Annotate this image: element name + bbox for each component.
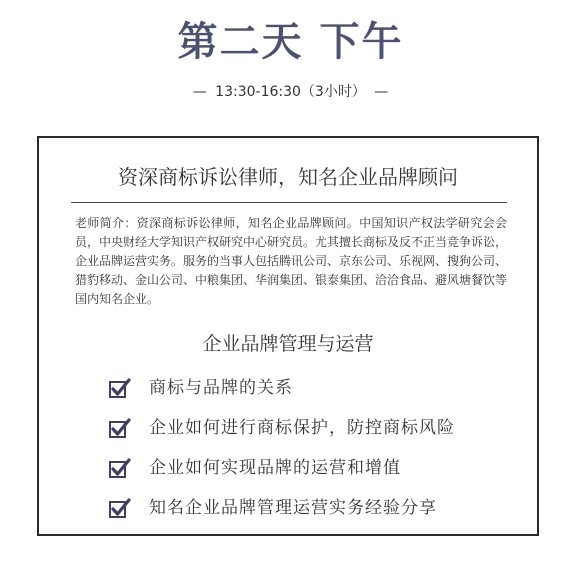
list-item-label: 知名企业品牌管理运营实务经验分享 [149,498,437,518]
course-section-title: 企业品牌管理与运营 [202,333,374,355]
check-icon [109,417,131,439]
dash-left: — [192,84,207,100]
check-icon [109,497,131,519]
topic-list [109,368,455,528]
list-item-label: 企业如何实现品牌的运营和增值 [149,458,401,478]
dash-right: — [374,84,389,100]
check-icon [109,377,131,399]
list-item [109,488,455,528]
page-title: 第二天 下午 [177,18,404,65]
instructor-bio: 老师简介：资深商标诉讼律师，知名企业品牌顾问。中国知识产权法学研究会会员，中央财经大学知识产权研究中心研究员。尤其擅长商标及反不正当竞争诉讼，企业品牌运营实务。服务的当事人包括腾讯公司、京东公司、乐视网、搜狗公司、猎豹移动、金山公司、中粮集团、华润集团、银泰集团、洽洽食品、避风塘餐饮等国内知名企业。 [75,216,508,306]
list-item [109,408,455,448]
check-icon [109,457,131,479]
session-time [0,82,581,102]
heading-divider [71,202,507,203]
card-heading: 资深商标诉讼律师，知名企业品牌顾问 [118,165,458,189]
list-item [109,368,455,408]
list-item [109,448,455,488]
time-range: 13:30-16:30（3小时） [215,84,366,100]
list-item-label: 企业如何进行商标保护，防控商标风险 [149,418,455,438]
instructor-card [37,136,539,536]
list-item-label: 商标与品牌的关系 [149,378,293,398]
